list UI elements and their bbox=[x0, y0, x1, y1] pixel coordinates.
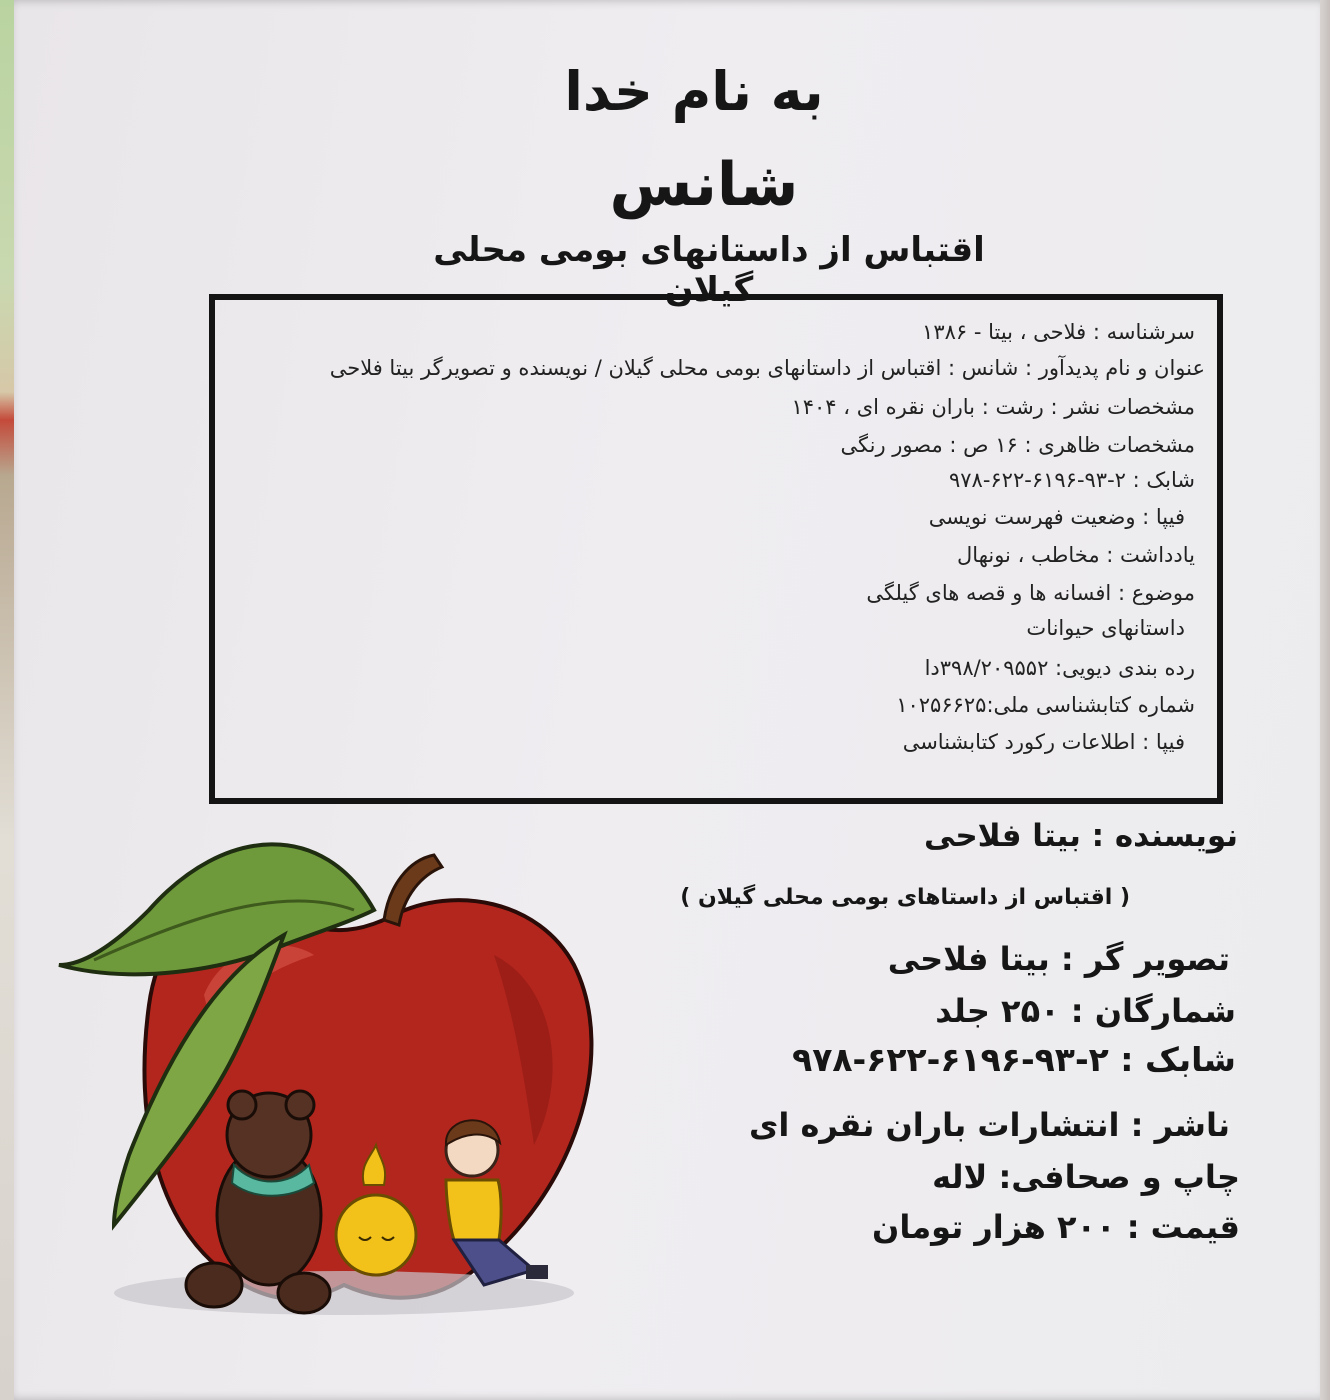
cip-line-subject: موضوع : افسانه ها و قصه های گیلگی bbox=[866, 581, 1195, 605]
cip-line-note: یادداشت : مخاطب ، نونهال bbox=[957, 543, 1195, 567]
price-credit: قیمت : ۲۰۰ هزار تومان bbox=[872, 1208, 1240, 1246]
cip-line-physical: مشخصات ظاهری : ۱۶ ص : مصور رنگی bbox=[840, 433, 1195, 457]
cip-line-main-entry: سرشناسه : فلاحی ، بیتا - ۱۳۸۶ bbox=[922, 320, 1195, 344]
apple-illustration bbox=[54, 815, 614, 1400]
cip-line-dewey: رده بندی دیویی: ۳۹۸/۲۰۹۵۵۲دا bbox=[924, 656, 1195, 680]
book-title: شانس bbox=[609, 150, 799, 220]
bismillah-heading: به نام خدا bbox=[564, 60, 824, 123]
cip-line-publication: مشخصات نشر : رشت : باران نقره ای ، ۱۴۰۴ bbox=[791, 395, 1195, 419]
adjacent-page-edge bbox=[0, 0, 14, 1400]
printing-credit: چاپ و صحافی: لاله bbox=[932, 1158, 1240, 1196]
cip-line-isbn: شابک : ۲-۹۳-۶۱۹۶-۶۲۲-۹۷۸ bbox=[948, 468, 1195, 492]
cip-line-fipa-status: فیپا : وضعیت فهرست نویسی bbox=[928, 505, 1185, 529]
book-subtitle: اقتباس از داستانهای بومی محلی گیلان bbox=[433, 230, 985, 310]
illustrator-credit: تصویر گر : بیتا فلاحی bbox=[887, 940, 1230, 978]
author-credit: نویسنده : بیتا فلاحی bbox=[923, 818, 1238, 854]
publisher-credit: ناشر : انتشارات باران نقره ای bbox=[749, 1106, 1230, 1144]
cip-line-fipa-record: فیپا : اطلاعات رکورد کتابشناسی bbox=[902, 730, 1185, 754]
cip-line-title: عنوان و نام پدیدآور : شانس : اقتباس از داستانهای بومی محلی گیلان / نویسنده و تصویرگر بیتا فلاحی bbox=[329, 356, 1205, 380]
print-run: شمارگان : ۲۵۰ جلد bbox=[935, 992, 1236, 1030]
book-page bbox=[14, 0, 1330, 1400]
cip-line-national-number: شماره کتابشناسی ملی:۱۰۲۵۶۶۲۵ bbox=[896, 693, 1195, 717]
page-fold-shadow bbox=[1320, 0, 1330, 1400]
adaptation-note: ( اقتباس از داستاهای بومی محلی گیلان ) bbox=[680, 885, 1130, 910]
cataloging-in-publication-box bbox=[209, 294, 1223, 804]
cip-line-subject-2: داستانهای حیوانات bbox=[1026, 616, 1185, 640]
isbn-credit: شابک : ۲-۹۳-۶۱۹۶-۶۲۲-۹۷۸ bbox=[792, 1040, 1236, 1079]
